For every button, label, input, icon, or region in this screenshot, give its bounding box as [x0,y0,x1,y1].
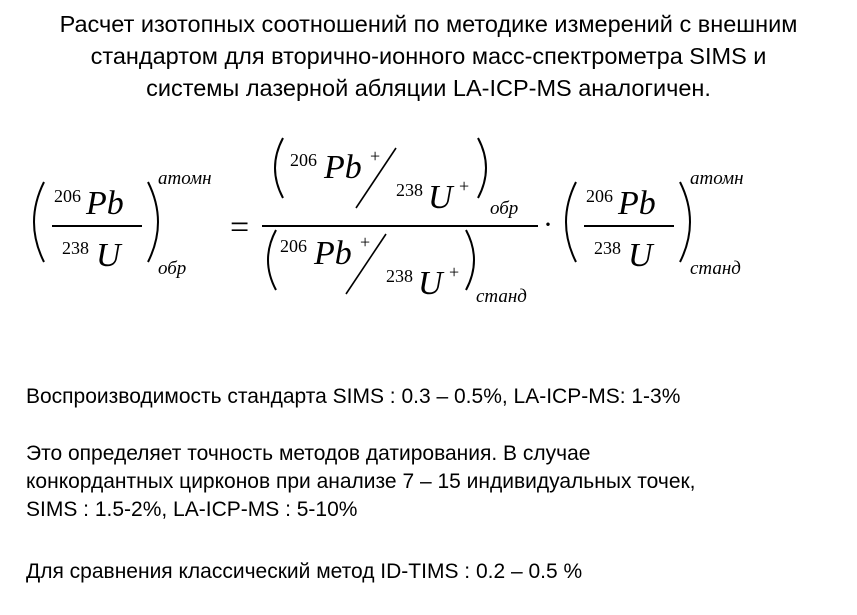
lhs-left-paren [34,182,44,262]
rhs-u-isotope: 238 [594,238,621,258]
den-left-paren [268,230,276,290]
rhs-pb-symbol: Pb [618,185,656,222]
reproducibility-text: Воспроизводимость стандарта SIMS : 0.3 – 0.5%, LA-ICP-MS: 1-3% [26,385,681,408]
num-subscript-sample: обр [490,198,519,219]
heading-line-2: стандартом для вторично-ионного масс-спектрометра SIMS и [90,43,767,69]
rhs-left-paren [566,182,576,262]
num-right-paren [478,138,486,198]
den-u-charge: + [449,262,460,282]
den-pb-isotope: 206 [280,236,307,256]
rhs-pb-isotope: 206 [586,186,613,206]
den-subscript-standard: станд [476,286,527,307]
num-u-isotope: 238 [396,180,423,200]
measured-ratio-numerator [275,138,518,219]
lhs-pb-isotope: 206 [54,186,81,206]
multiplication-dot: · [543,208,553,241]
rhs-superscript-atomic: атомн [690,168,744,189]
lhs-ratio [34,168,212,279]
heading-line-1: Расчет изотопных соотношений по методике измерений с внешним [59,11,798,37]
comparison-text: Для сравнения классический метод ID-TIMS : 0.2 – 0.5 % [26,560,583,583]
num-u-charge: + [459,176,470,196]
den-right-paren [466,230,474,290]
lhs-right-paren [148,182,158,262]
num-pb-isotope: 206 [290,150,317,170]
lhs-u-symbol: U [96,237,121,274]
den-pb-charge: + [360,232,371,252]
num-pb-charge: + [370,146,381,166]
lhs-pb-symbol: Pb [86,185,124,222]
den-pb-symbol: Pb [314,235,352,272]
accuracy-line-3: SIMS : 1.5-2%, LA-ICP-MS : 5-10% [26,498,358,521]
rhs-ratio [566,168,744,279]
num-pb-symbol: Pb [324,149,362,186]
standard-ratio-denominator [268,230,527,307]
lhs-superscript-atomic: атомн [158,168,212,189]
accuracy-line-2: конкордантных цирконов при анализе 7 – 15 индивидуальных точек, [26,470,696,493]
isotope-ratio-formula [0,130,857,320]
accuracy-line-1: Это определяет точность методов датирования. В случае [26,442,591,465]
num-left-paren [275,138,283,198]
num-u-symbol: U [428,179,453,216]
accuracy-paragraph [26,440,696,524]
heading-line-3: системы лазерной абляции LA-ICP-MS аналогичен. [146,75,711,101]
lhs-u-isotope: 238 [62,238,89,258]
rhs-subscript-standard: станд [690,258,741,279]
rhs-right-paren [680,182,690,262]
equals-sign: = [230,209,250,246]
lhs-subscript-sample: обр [158,258,187,279]
heading [0,8,857,104]
den-u-isotope: 238 [386,266,413,286]
den-u-symbol: U [418,265,443,302]
rhs-u-symbol: U [628,237,653,274]
